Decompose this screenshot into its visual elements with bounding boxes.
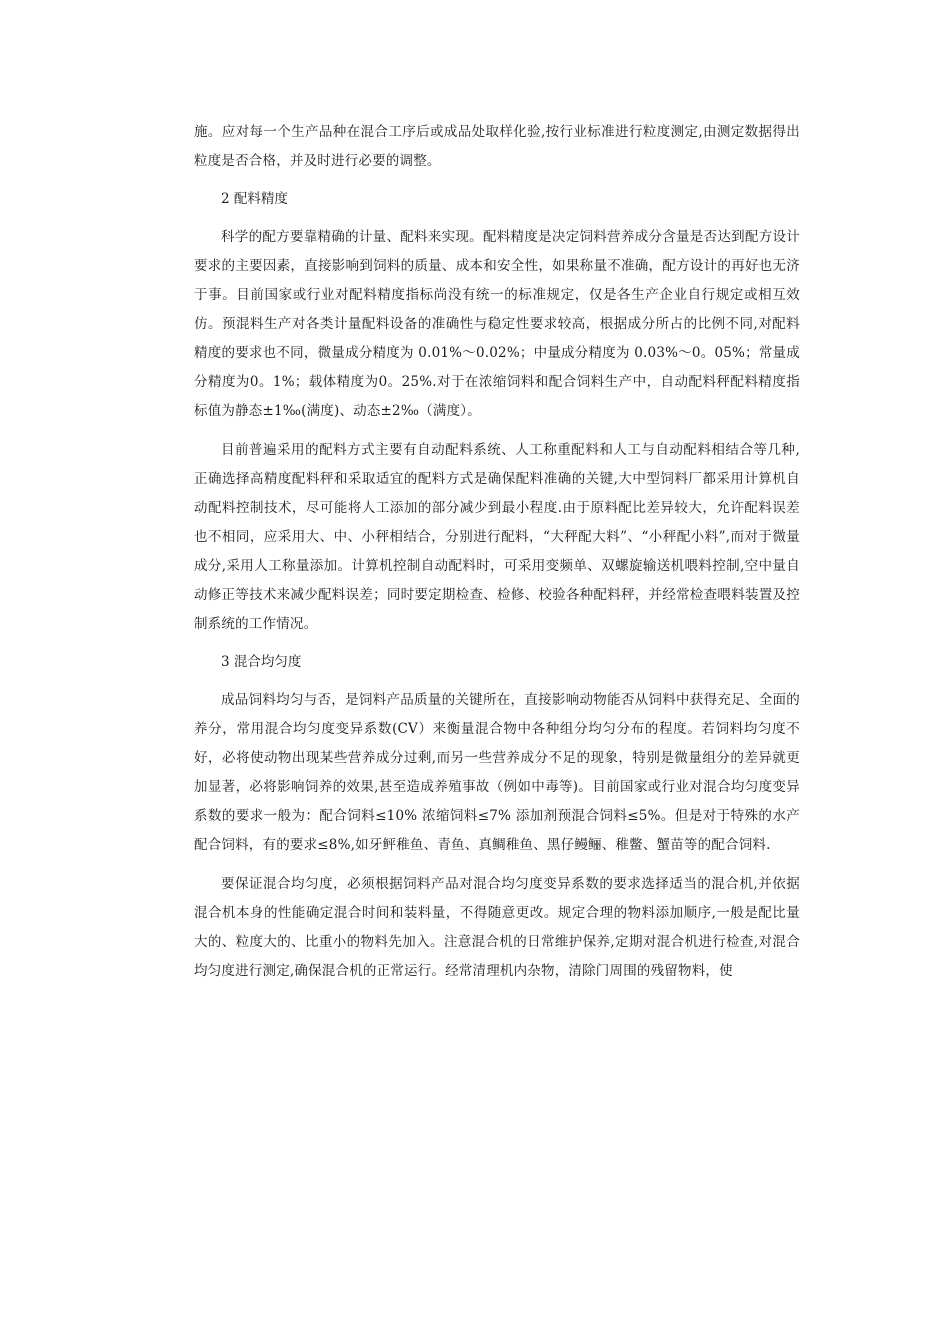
- paragraph-batching-methods: 目前普遍采用的配料方式主要有自动配料系统、人工称重配料和人工与自动配料相结合等几种,正确选择高精度配料秤和采取适宜的配料方式是确保配料准确的关键,大中型饲料厂都采用计算机自动配料控制技术，尽可能将人工添加的部分减少到最小程度.由于原料配比差异较大，允许配料误差也不相同，应采用大、中、小秤相结合，分别进行配料，“大秤配大料”、“小秤配小料”,而对于微量成分,采用人工称量添加。计算机控制自动配料时，可采用变频单、双螺旋输送机喂料控制,空中量自动修正等技术来减少配料误差；同时要定期检查、检修、校验各种配料秤，并经常检查喂料装置及控制系统的工作情况。: [194, 442, 800, 632]
- spacer: [194, 426, 800, 436]
- spacer: [194, 639, 800, 648]
- section-heading-mixing-uniformity: 3 混合均匀度: [221, 654, 302, 670]
- paragraph-mixer-maintenance: 要保证混合均匀度，必须根据饲料产品对混合均匀度变异系数的要求选择适当的混合机,并依据混合机本身的性能确定混合时间和装料量，不得随意更改。规定合理的物料添加顺序,一般是配比量大的、粒度大的、比重小的物料先加入。注意混合机的日常维护保养,定期对混合机进行检查,对混合均匀度进行测定,确保混合机的正常运行。经常清理机内杂物，清除门周围的残留物料，使: [194, 876, 800, 979]
- paragraph-batching-accuracy: 科学的配方要靠精确的计量、配料来实现。配料精度是决定饲料营养成分含量是否达到配方设计要求的主要因素，直接影响到饲料的质量、成本和安全性，如果称量不准确，配方设计的再好也无济于事。目前国家或行业对配料精度指标尚没有统一的标准规定，仅是各生产企业自行规定或相互效仿。预混料生产对各类计量配料设备的准确性与稳定性要求较高，根据成分所占的比例不同,对配料精度的要求也不同，微量成分精度为 0.01%～0.02%；中量成分精度为 0.03%～0。05%；常量成分精度为0。1%；载体精度为0。25%.对于在浓缩饲料和配合饲料生产中，自动配料秤配料精度指标值为静态±1‰(满度)、动态±2‰（满度）。: [194, 229, 800, 419]
- paragraph-granularity-continuation: 施。应对每一个生产品种在混合工序后或成品处取样化验,按行业标准进行粒度测定,由测定数据得出粒度是否合格，并及时进行必要的调整。: [194, 124, 800, 169]
- spacer: [194, 860, 800, 870]
- spacer: [194, 677, 800, 686]
- document-page: [194, 118, 800, 986]
- spacer: [194, 176, 800, 185]
- spacer: [194, 214, 800, 223]
- paragraph-mixing-uniformity: 成品饲料均匀与否，是饲料产品质量的关键所在，直接影响动物能否从饲料中获得充足、全面的养分，常用混合均匀度变异系数(CV）来衡量混合物中各种组分均匀分布的程度。若饲料均匀度不好，必将使动物出现某些营养成分过剩,而另一些营养成分不足的现象，特别是微量组分的差异就更加显著，必将影响饲养的效果,甚至造成养殖事故（例如中毒等)。目前国家或行业对混合均匀度变异系数的要求一般为：配合饲料≤10% 浓缩饲料≤7% 添加剂预混合饲料≤5%。但是对于特殊的水产配合饲料，有的要求≤8%,如牙鲆稚鱼、青鱼、真鲷稚鱼、黑仔鳗鲡、稚鳖、蟹苗等的配合饲料.: [194, 692, 800, 853]
- section-heading-batching-accuracy: 2 配料精度: [221, 191, 288, 207]
